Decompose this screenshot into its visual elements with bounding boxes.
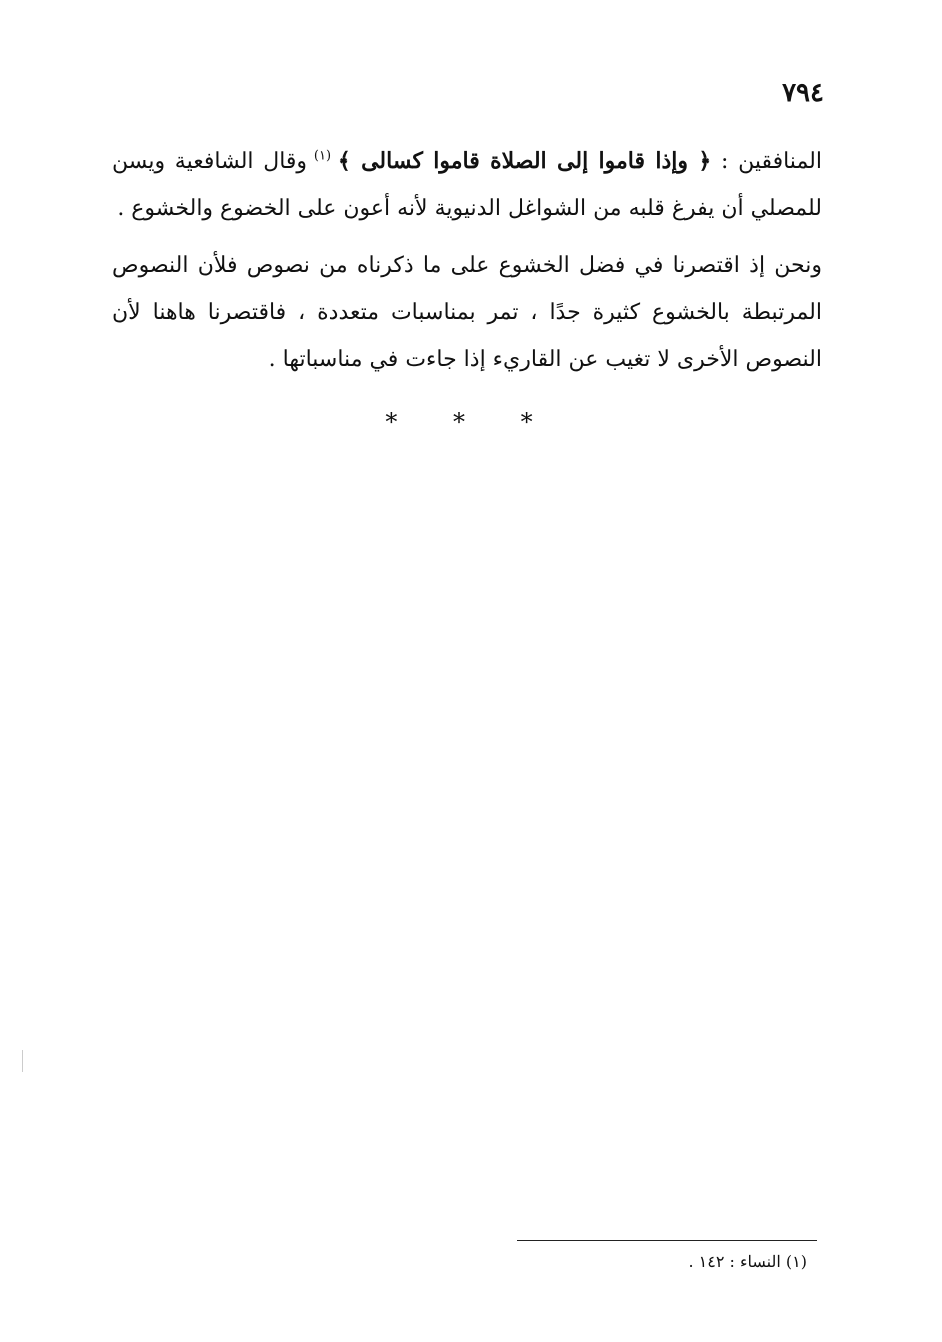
footnote: (١) النساء : ١٤٢ . <box>688 1252 807 1271</box>
section-separator: * * * <box>385 408 557 436</box>
page-number: ٧٩٤ <box>782 78 824 108</box>
footnote-reference: (١) <box>307 148 338 164</box>
quran-open-bracket: ﴿ <box>698 148 712 174</box>
scan-margin-mark <box>22 1050 23 1072</box>
paragraph-1-lead: المنافقين : <box>711 149 822 174</box>
paragraph-1-rest: وقال الشافعية ويسن للمصلي أن يفرغ قلبه من الشواغل الدنيوية لأنه أعون على الخضوع والخشوع . <box>112 149 822 221</box>
paragraph-2: ونحن إذ اقتصرنا في فضل الخشوع على ما ذكرناه من نصوص فلأن النصوص المرتبطة بالخشوع كثيرة جدًا ، تمر بمناسبات متعددة ، فاقتصرنا هاهنا لأن النصوص الأخرى لا تغيب عن القاريء إذا جاءت في مناسباتها . <box>112 253 822 372</box>
paragraph-1 <box>112 138 822 232</box>
quran-close-bracket: ﴾ <box>337 148 351 174</box>
footnote-divider <box>517 1240 817 1241</box>
quran-verse: وإذا قاموا إلى الصلاة قاموا كسالى <box>350 148 699 174</box>
body-text <box>112 138 822 393</box>
